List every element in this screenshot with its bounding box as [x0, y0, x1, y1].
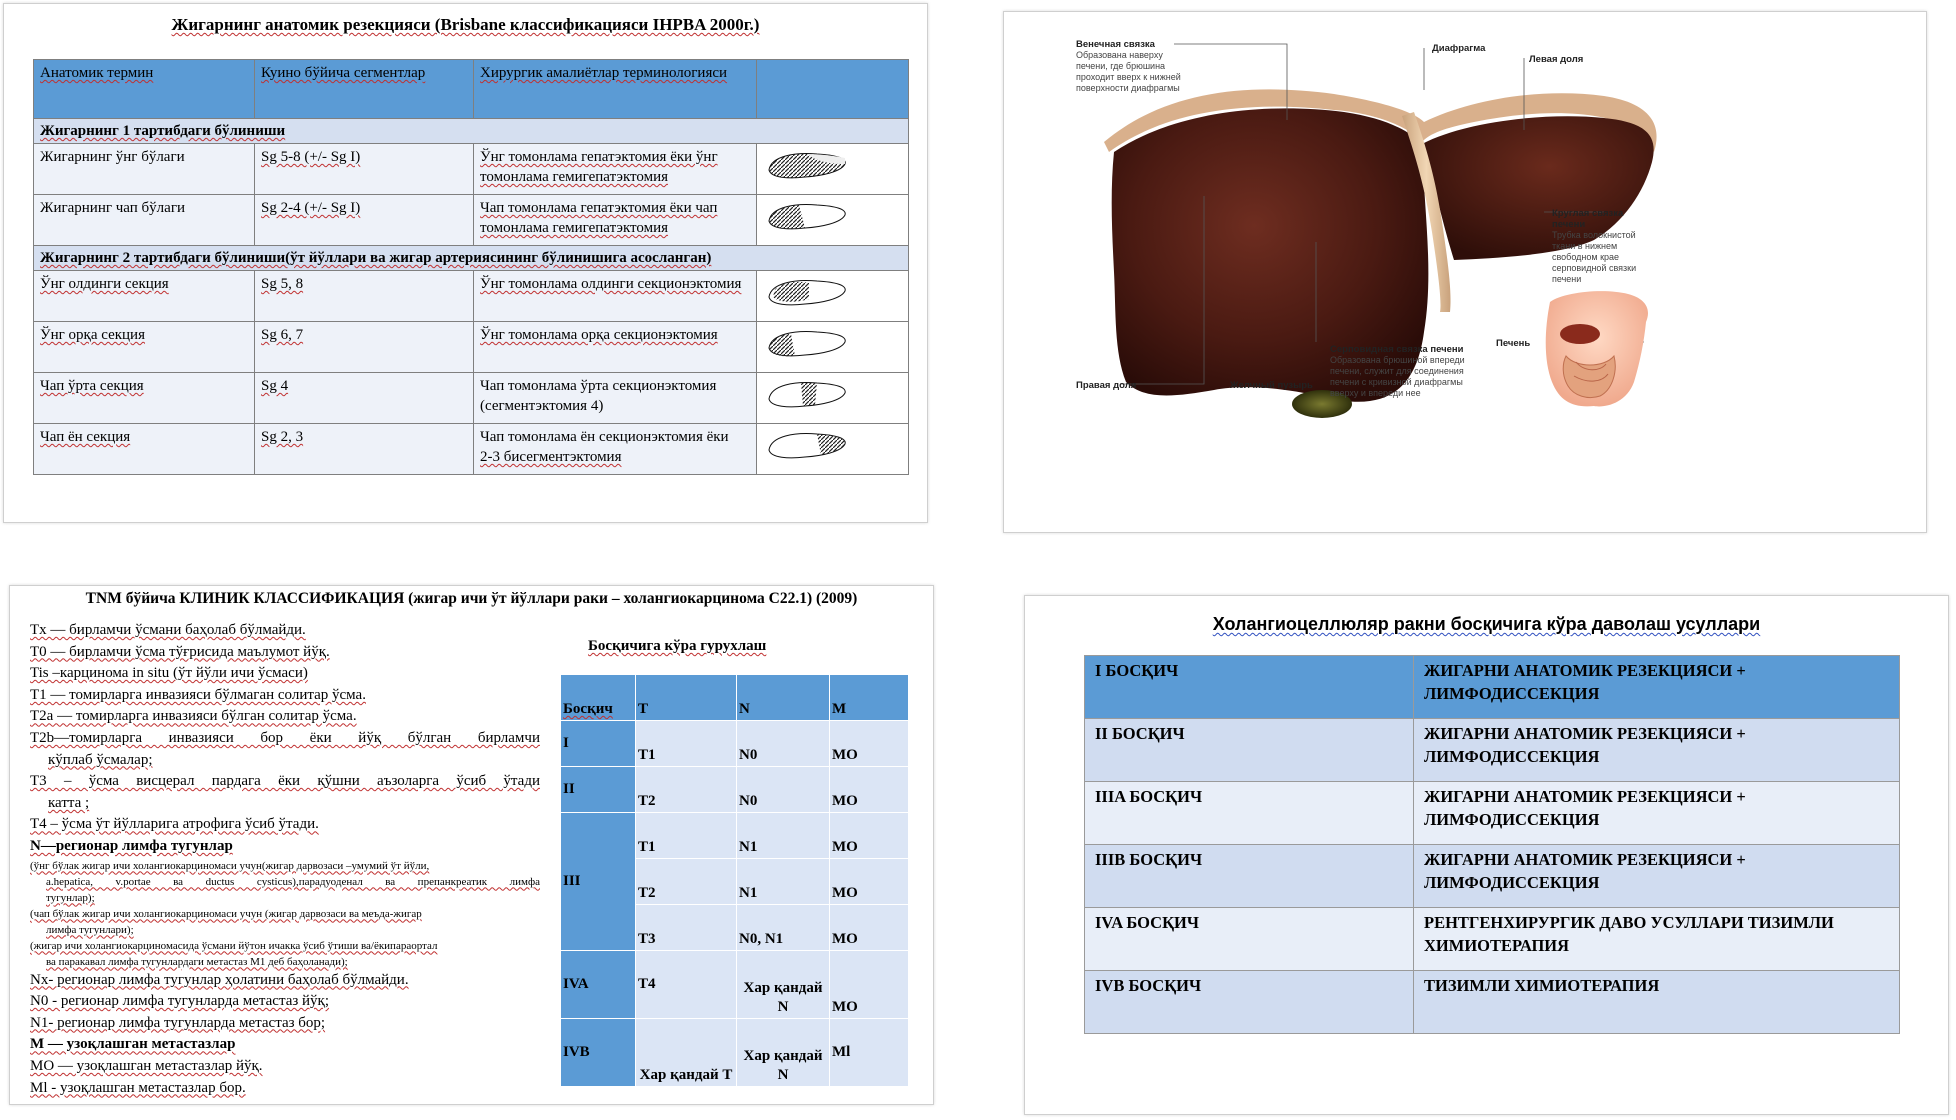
segment-cell: Sg 5-8 (+/- Sg I) [255, 144, 474, 195]
table-row [561, 1019, 909, 1087]
t-cell: T4 [636, 951, 737, 1019]
slide1-title: Жигарнинг анатомик резекцияси (Brisbane классификацияси IHPBA 2000г.) [171, 15, 760, 34]
table-row [34, 322, 909, 373]
operation-cell: Ўнг томонлама орқа секционэктомия [474, 322, 757, 373]
stage-cell: IVA БОСҚИЧ [1085, 908, 1414, 971]
t-cell: T1 [636, 721, 737, 767]
label-diaphragm: Диафрагма [1432, 43, 1486, 54]
treatment-cell: РЕНТГЕНХИРУРГИК ДАВО УСУЛЛАРИ ТИЗИМЛИ ХИМИОТЕРАПИЯ [1414, 908, 1900, 971]
table-row [561, 721, 909, 767]
label-gallbladder: Желчный пузырь [1230, 380, 1313, 391]
m-cell: MO [830, 951, 909, 1019]
stage-cell: IIIA БОСҚИЧ [1085, 782, 1414, 845]
operation-cell: Чап томонлама ён секционэктомия ёки 2-3 бисегментэктомия [474, 424, 757, 475]
m-cell: MO [830, 813, 909, 859]
table-row [34, 424, 909, 475]
table-row [1085, 782, 1900, 845]
list-item: N1- регионар лимфа тугунларда метастаз бор; [30, 1014, 326, 1031]
stage-cell: II БОСҚИЧ [1085, 719, 1414, 782]
section-row [34, 119, 909, 144]
list-item: a.hepatica, v.portae ва ductus cysticus),парадуоденал ва препанкреатик лимфа [46, 875, 540, 888]
term-cell: Жигарнинг ўнг бўлаги [34, 144, 255, 195]
liver-thumb-cell [757, 144, 909, 195]
n-cell: N0 [737, 721, 830, 767]
table-row [1085, 845, 1900, 908]
operation-cell: Ўнг томонлама гепатэктомия ёки ўнг томонлама гемигепатэктомия [474, 144, 757, 195]
operation-cell: Ўнг томонлама олдинги секционэктомия [474, 271, 757, 322]
table-row [34, 195, 909, 246]
list-item: M — узоқлашган метастазлар [30, 1036, 236, 1053]
liver-thumbnail [765, 428, 849, 462]
list-item: ва паракавал лимфа тугунлардаги метастаз М1 деб баҳоланади); [46, 955, 348, 968]
list-item: кўплаб ўсмалар; [48, 751, 153, 768]
table-header-row [561, 675, 909, 721]
list-item: (чап бўлак жигар ичи холангиокарциномаси учун (жигар дарвозаси ва меъда-жигар [30, 907, 422, 920]
term-cell: Жигарнинг чап бўлаги [34, 195, 255, 246]
stage-grouping-table [560, 674, 909, 1087]
list-item: N0 - регионар лимфа тугунларда метастаз йўқ; [30, 993, 330, 1010]
n-cell: N1 [737, 859, 830, 905]
n-cell: N0 [737, 767, 830, 813]
t-cell: Хар қандай T [636, 1019, 737, 1087]
header-cell: Босқич [561, 675, 636, 721]
treatment-table [1084, 655, 1900, 1034]
segment-cell: Sg 5, 8 [255, 271, 474, 322]
treatment-cell: ЖИГАРНИ АНАТОМИК РЕЗЕКЦИЯСИ + ЛИМФОДИССЕКЦИЯ [1414, 719, 1900, 782]
slide-tnm-classification [9, 585, 934, 1105]
list-item: T3 – ўсма висцерал пардага ёки қўшни аъзоларга ўсиб ўтади [30, 773, 540, 790]
liver-thumb-cell [757, 322, 909, 373]
term-cell: Чап ён секция [34, 424, 255, 475]
n-cell: Хар қандай N [737, 951, 830, 1019]
list-item: (ўнг бўлак жигар ичи холангиокарциномаси учун(жигар дарвозаси –умумий ўт йўли, [30, 859, 430, 872]
operation-cell: Чап томонлама гепатэктомия ёки чап томонлама гемигепатэктомия [474, 195, 757, 246]
stage-grouping-title: Босқичига кўра гурухлаш [588, 638, 767, 654]
treatment-cell: ЖИГАРНИ АНАТОМИК РЕЗЕКЦИЯСИ + ЛИМФОДИССЕКЦИЯ [1414, 845, 1900, 908]
n-cell: N1 [737, 813, 830, 859]
t-cell: T3 [636, 905, 737, 951]
segment-cell: Sg 2-4 (+/- Sg I) [255, 195, 474, 246]
slide-treatment-by-stage [1024, 595, 1949, 1115]
liver-thumbnail [765, 199, 849, 233]
stage-cell: IVB [561, 1019, 636, 1087]
n-cell: N0, N1 [737, 905, 830, 951]
table-row [34, 144, 909, 195]
label-falciform-ligament: Серповидная связка печени Образована брюшиной впереди печени, служит для соединения печени с кривизной диафрагмы вверху и впереди нее [1330, 344, 1465, 398]
label-coronary-ligament: Венечная связка Образована наверху печени, где брюшина проходит вверх к нижней поверхности диафрагмы [1076, 39, 1181, 93]
list-item: тугунлар); [46, 891, 95, 904]
term-cell: Ўнг орқа секция [34, 322, 255, 373]
treatment-cell: ЖИГАРНИ АНАТОМИК РЕЗЕКЦИЯСИ + ЛИМФОДИССЕКЦИЯ [1414, 656, 1900, 719]
liver-thumb-cell [757, 424, 909, 475]
liver-thumb-cell [757, 271, 909, 322]
table-row [561, 767, 909, 813]
list-item: N—регионар лимфа тугунлар [30, 837, 233, 854]
n-cell: Хар қандай N [737, 1019, 830, 1087]
header-cell: M [830, 675, 909, 721]
stage-cell: I БОСҚИЧ [1085, 656, 1414, 719]
slide4-title: Холангиоцеллюляр ракни босқичига кўра даволаш усуллари [1212, 614, 1761, 634]
label-left-lobe: Левая доля [1529, 54, 1584, 65]
m-cell: Ml [830, 1019, 909, 1087]
liver-thumbnail [765, 148, 849, 182]
m-cell: MO [830, 767, 909, 813]
slide-liver-resection [3, 3, 928, 523]
stage-cell: IVA [561, 951, 636, 1019]
table-row [1085, 908, 1900, 971]
liver-thumbnail [765, 326, 849, 360]
list-item: катта ; [48, 794, 90, 811]
t-cell: T1 [636, 813, 737, 859]
list-item: (жигар ичи холангиокарциномасида ўсмани йўтон ичакка ўсиб ўтиши ва/ёкипараортал [30, 939, 438, 952]
table-row [34, 271, 909, 322]
header-cell: Куино бўйича сегментлар [255, 60, 474, 119]
liver-thumbnail [765, 275, 849, 309]
list-item: T2b—томирларга инвазияси бор ёки йўқ бўлган бирламчи [30, 729, 540, 746]
table-row [561, 951, 909, 1019]
section-label: Жигарнинг 2 тартибдаги бўлиниши(ўт йўллари ва жигар артериясининг бўлинишига асосланган) [34, 246, 909, 271]
table-row [1085, 971, 1900, 1034]
list-item: Tx — бирламчи ўсмани баҳолаб бўлмайди. [30, 622, 306, 638]
torso-thumbnail [1546, 291, 1648, 406]
list-item: MO — узоқлашган метастазлар йўқ. [30, 1057, 263, 1074]
t-cell: T2 [636, 767, 737, 813]
label-liver: Печень [1496, 338, 1531, 349]
section-label: Жигарнинг 1 тартибдаги бўлиниши [34, 119, 909, 144]
label-round-ligament: Круглая связка печени Трубка волокнистой ткани в нижнем свободном крае серповидной связки печени [1552, 208, 1637, 284]
segment-cell: Sg 4 [255, 373, 474, 424]
liver-thumb-cell [757, 373, 909, 424]
table-row [1085, 719, 1900, 782]
t-cell: T2 [636, 859, 737, 905]
term-cell: Чап ўрта секция [34, 373, 255, 424]
header-cell [757, 60, 909, 119]
m-cell: MO [830, 721, 909, 767]
term-cell: Ўнг олдинги секция [34, 271, 255, 322]
slide-liver-anatomy [1003, 11, 1927, 533]
m-cell: MO [830, 905, 909, 951]
header-cell: T [636, 675, 737, 721]
segment-cell: Sg 6, 7 [255, 322, 474, 373]
stage-cell: III [561, 813, 636, 951]
list-item: Tis –карцинома in situ (ўт йўли ичи ўсмаси) [30, 665, 308, 682]
slide3-title: TNM бўйича КЛИНИК КЛАССИФИКАЦИЯ (жигар ичи ўт йўллари раки – холангиокарцинома С22.1) (2009) [85, 590, 858, 607]
stage-cell: IVB БОСҚИЧ [1085, 971, 1414, 1034]
resection-table [33, 59, 909, 475]
header-cell: Анатомик термин [34, 60, 255, 119]
list-item: T2a — томирларга инвазияси бўлган солитар ўсма. [30, 708, 357, 725]
table-row [34, 373, 909, 424]
list-item: лимфа тугунлари); [46, 923, 134, 936]
header-cell: N [737, 675, 830, 721]
header-cell: Хирургик амалиётлар терминологияси [474, 60, 757, 119]
list-item: Nx- регионар лимфа тугунлар ҳолатини баҳолаб бўлмайди. [30, 971, 409, 988]
treatment-cell: ТИЗИМЛИ ХИМИОТЕРАПИЯ [1414, 971, 1900, 1034]
treatment-cell: ЖИГАРНИ АНАТОМИК РЕЗЕКЦИЯСИ + ЛИМФОДИССЕКЦИЯ [1414, 782, 1900, 845]
table-row [561, 813, 909, 859]
m-cell: MO [830, 859, 909, 905]
table-header-row [34, 60, 909, 119]
operation-cell: Чап томонлама ўрта секционэктомия (сегментэктомия 4) [474, 373, 757, 424]
stage-cell: I [561, 721, 636, 767]
label-right-lobe: Правая доля [1076, 380, 1137, 391]
tnm-definitions [30, 620, 540, 1099]
liver-thumbnail [765, 377, 849, 411]
list-item: T4 – ўсма ўт йўлларига атрофига ўсиб ўтади. [30, 816, 319, 833]
stage-cell: II [561, 767, 636, 813]
list-item: Ml - узоқлашган метастазлар бор. [30, 1079, 246, 1096]
list-item: T0 — бирламчи ўсма тўғрисида маълумот йўқ. [30, 643, 330, 660]
section-row [34, 246, 909, 271]
stage-cell: IIIB БОСҚИЧ [1085, 845, 1414, 908]
liver-thumb-cell [757, 195, 909, 246]
table-row [1085, 656, 1900, 719]
list-item: T1 — томирларга инвазияси бўлмаган солитар ўсма. [30, 686, 366, 703]
segment-cell: Sg 2, 3 [255, 424, 474, 475]
